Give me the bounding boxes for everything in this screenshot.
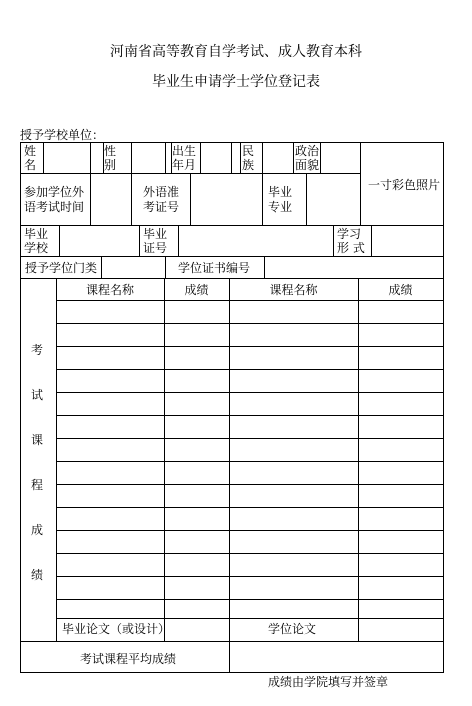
school-unit-label: 授予学校单位： (20, 128, 105, 142)
side-label-char-2: 试 (30, 388, 43, 402)
name-label-1: 姓 (24, 144, 37, 158)
form-title-line1: 河南省高等教育自学考试、成人教育本科 (110, 44, 362, 60)
foreign-exam-time-label-1: 参加学位外 (24, 185, 85, 199)
side-label-char-3: 课 (30, 433, 43, 447)
ethnic-label-1: 民 (242, 144, 255, 158)
major-label-2: 专业 (268, 200, 293, 214)
col-score-2: 成绩 (388, 283, 413, 297)
ethnic-label-2: 族 (242, 158, 255, 172)
foreign-exam-time-label-2: 语考试时间 (24, 200, 85, 214)
political-label-2: 面貌 (295, 158, 320, 172)
degree-category-label: 授予学位门类 (25, 261, 98, 275)
side-label-char-4: 程 (30, 478, 43, 492)
birth-label-2: 年月 (172, 158, 197, 172)
foreign-cert-label-1: 外语准 (143, 185, 180, 199)
avg-score-label: 考试课程平均成绩 (80, 652, 177, 666)
photo-label: 一寸彩色照片 (368, 178, 441, 192)
footer-note: 成绩由学院填写并签章 (268, 675, 389, 689)
degree-thesis-label: 学位论文 (268, 622, 317, 636)
study-form-label-2: 形 式 (337, 241, 365, 255)
gender-label-1: 性 (104, 144, 117, 158)
major-label-1: 毕业 (268, 185, 293, 199)
col-course-name-2: 课程名称 (269, 283, 318, 297)
birth-label-1: 出生 (172, 144, 197, 158)
name-label-2: 名 (24, 158, 37, 172)
side-label-char-5: 成 (30, 523, 43, 537)
grad-cert-label-2: 证号 (143, 241, 168, 255)
study-form-label-1: 学习 (337, 227, 362, 241)
gender-label-2: 别 (104, 158, 117, 172)
side-label-char-1: 考 (30, 343, 43, 357)
grad-school-label-2: 学校 (24, 241, 49, 255)
form-title-line2: 毕业生申请学士学位登记表 (152, 74, 320, 90)
grad-cert-label-1: 毕业 (143, 227, 168, 241)
thesis-label: 毕业论文（或设计） (62, 622, 171, 636)
political-label-1: 政治 (295, 144, 320, 158)
foreign-cert-label-2: 考证号 (143, 200, 180, 214)
degree-cert-no-label: 学位证书编号 (178, 261, 251, 275)
col-score-1: 成绩 (184, 283, 209, 297)
col-course-name-1: 课程名称 (85, 283, 134, 297)
side-label-char-6: 绩 (30, 568, 43, 582)
grad-school-label-1: 毕业 (24, 227, 49, 241)
